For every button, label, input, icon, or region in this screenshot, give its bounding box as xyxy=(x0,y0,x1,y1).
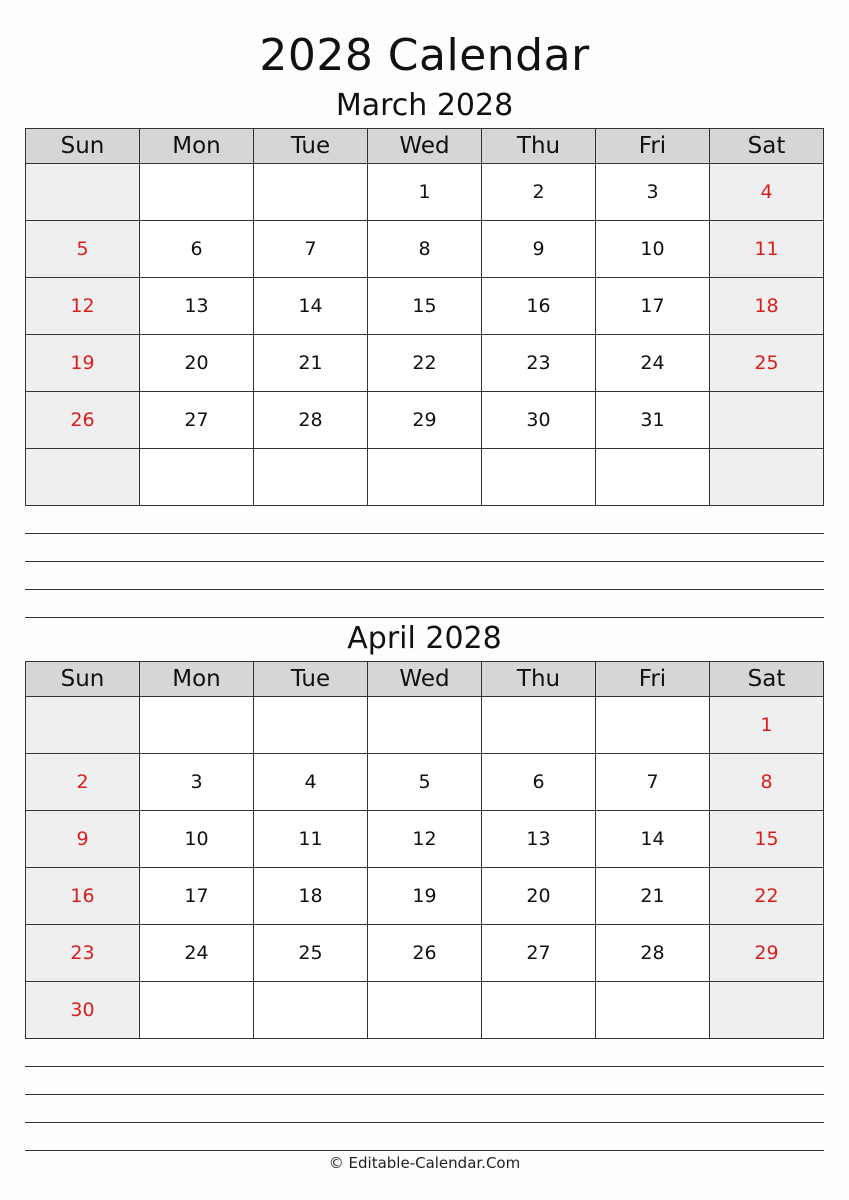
day-cell: 13 xyxy=(140,278,254,335)
empty-day-cell xyxy=(368,449,482,506)
day-cell: 9 xyxy=(482,221,596,278)
day-cell: 31 xyxy=(596,392,710,449)
day-cell: 18 xyxy=(710,278,824,335)
day-cell: 2 xyxy=(482,164,596,221)
weekday-header-tue: Tue xyxy=(254,662,368,697)
day-cell: 6 xyxy=(140,221,254,278)
weekday-header-sun: Sun xyxy=(26,662,140,697)
day-cell: 29 xyxy=(710,925,824,982)
day-cell: 30 xyxy=(26,982,140,1039)
day-cell: 26 xyxy=(368,925,482,982)
weekday-header-sat: Sat xyxy=(710,662,824,697)
day-cell: 28 xyxy=(596,925,710,982)
day-cell: 11 xyxy=(254,811,368,868)
weekday-header-sat: Sat xyxy=(710,129,824,164)
weekday-header-thu: Thu xyxy=(482,129,596,164)
week-row xyxy=(26,392,824,449)
week-row xyxy=(26,868,824,925)
day-cell: 7 xyxy=(596,754,710,811)
day-cell: 25 xyxy=(254,925,368,982)
calendar-body-march xyxy=(26,164,824,506)
empty-day-cell xyxy=(596,982,710,1039)
day-cell: 13 xyxy=(482,811,596,868)
day-cell: 8 xyxy=(368,221,482,278)
empty-day-cell xyxy=(254,164,368,221)
week-row xyxy=(26,925,824,982)
day-cell: 7 xyxy=(254,221,368,278)
month-title-april: April 2028 xyxy=(347,621,502,656)
weekday-header-row xyxy=(26,662,824,697)
day-cell: 12 xyxy=(368,811,482,868)
day-cell: 20 xyxy=(482,868,596,925)
empty-day-cell xyxy=(596,697,710,754)
week-row xyxy=(26,335,824,392)
calendar-grid-april xyxy=(25,661,824,1039)
empty-day-cell xyxy=(26,697,140,754)
day-cell: 4 xyxy=(254,754,368,811)
weekday-header-fri: Fri xyxy=(596,662,710,697)
day-cell: 3 xyxy=(140,754,254,811)
day-cell: 2 xyxy=(26,754,140,811)
calendar-grid-march xyxy=(25,128,824,506)
day-cell: 9 xyxy=(26,811,140,868)
weekday-header-sun: Sun xyxy=(26,129,140,164)
empty-day-cell xyxy=(26,164,140,221)
month-title-march: March 2028 xyxy=(335,88,514,123)
day-cell: 19 xyxy=(26,335,140,392)
empty-day-cell xyxy=(710,982,824,1039)
day-cell: 16 xyxy=(482,278,596,335)
empty-day-cell xyxy=(254,982,368,1039)
note-line xyxy=(25,1150,824,1151)
day-cell: 12 xyxy=(26,278,140,335)
day-cell: 24 xyxy=(596,335,710,392)
weekday-header-mon: Mon xyxy=(140,129,254,164)
day-cell: 15 xyxy=(710,811,824,868)
week-row xyxy=(26,164,824,221)
empty-day-cell xyxy=(140,449,254,506)
week-row xyxy=(26,221,824,278)
empty-day-cell xyxy=(482,697,596,754)
week-row xyxy=(26,982,824,1039)
empty-day-cell xyxy=(140,697,254,754)
day-cell: 18 xyxy=(254,868,368,925)
day-cell: 21 xyxy=(596,868,710,925)
empty-day-cell xyxy=(710,449,824,506)
empty-day-cell xyxy=(368,697,482,754)
day-cell: 23 xyxy=(26,925,140,982)
weekday-header-wed: Wed xyxy=(368,129,482,164)
day-cell: 27 xyxy=(482,925,596,982)
day-cell: 14 xyxy=(596,811,710,868)
note-line xyxy=(25,617,824,618)
day-cell: 28 xyxy=(254,392,368,449)
empty-day-cell xyxy=(254,449,368,506)
day-cell: 16 xyxy=(26,868,140,925)
week-row xyxy=(26,811,824,868)
note-line xyxy=(25,1122,824,1123)
day-cell: 26 xyxy=(26,392,140,449)
day-cell: 29 xyxy=(368,392,482,449)
footer-credit: © Editable-Calendar.Com xyxy=(328,1154,521,1172)
week-row xyxy=(26,697,824,754)
note-line xyxy=(25,533,824,534)
day-cell: 6 xyxy=(482,754,596,811)
day-cell: 1 xyxy=(368,164,482,221)
week-row xyxy=(26,449,824,506)
day-cell: 27 xyxy=(140,392,254,449)
page-title: 2028 Calendar xyxy=(259,30,590,81)
weekday-header-fri: Fri xyxy=(596,129,710,164)
day-cell: 30 xyxy=(482,392,596,449)
day-cell: 20 xyxy=(140,335,254,392)
day-cell: 22 xyxy=(710,868,824,925)
empty-day-cell xyxy=(368,982,482,1039)
day-cell: 22 xyxy=(368,335,482,392)
week-row xyxy=(26,278,824,335)
day-cell: 3 xyxy=(596,164,710,221)
empty-day-cell xyxy=(140,982,254,1039)
note-line xyxy=(25,1094,824,1095)
calendar-body-april xyxy=(26,697,824,1039)
weekday-header-tue: Tue xyxy=(254,129,368,164)
day-cell: 10 xyxy=(140,811,254,868)
day-cell: 14 xyxy=(254,278,368,335)
day-cell: 10 xyxy=(596,221,710,278)
day-cell: 8 xyxy=(710,754,824,811)
note-line xyxy=(25,561,824,562)
weekday-header-mon: Mon xyxy=(140,662,254,697)
day-cell: 17 xyxy=(596,278,710,335)
empty-day-cell xyxy=(596,449,710,506)
empty-day-cell xyxy=(710,392,824,449)
day-cell: 19 xyxy=(368,868,482,925)
weekday-header-thu: Thu xyxy=(482,662,596,697)
empty-day-cell xyxy=(254,697,368,754)
empty-day-cell xyxy=(482,982,596,1039)
day-cell: 4 xyxy=(710,164,824,221)
day-cell: 25 xyxy=(710,335,824,392)
day-cell: 24 xyxy=(140,925,254,982)
day-cell: 11 xyxy=(710,221,824,278)
empty-day-cell xyxy=(482,449,596,506)
day-cell: 21 xyxy=(254,335,368,392)
note-line xyxy=(25,589,824,590)
day-cell: 5 xyxy=(26,221,140,278)
empty-day-cell xyxy=(26,449,140,506)
weekday-header-wed: Wed xyxy=(368,662,482,697)
note-line xyxy=(25,1066,824,1067)
day-cell: 17 xyxy=(140,868,254,925)
empty-day-cell xyxy=(140,164,254,221)
day-cell: 23 xyxy=(482,335,596,392)
day-cell: 15 xyxy=(368,278,482,335)
day-cell: 5 xyxy=(368,754,482,811)
day-cell: 1 xyxy=(710,697,824,754)
weekday-header-row xyxy=(26,129,824,164)
week-row xyxy=(26,754,824,811)
